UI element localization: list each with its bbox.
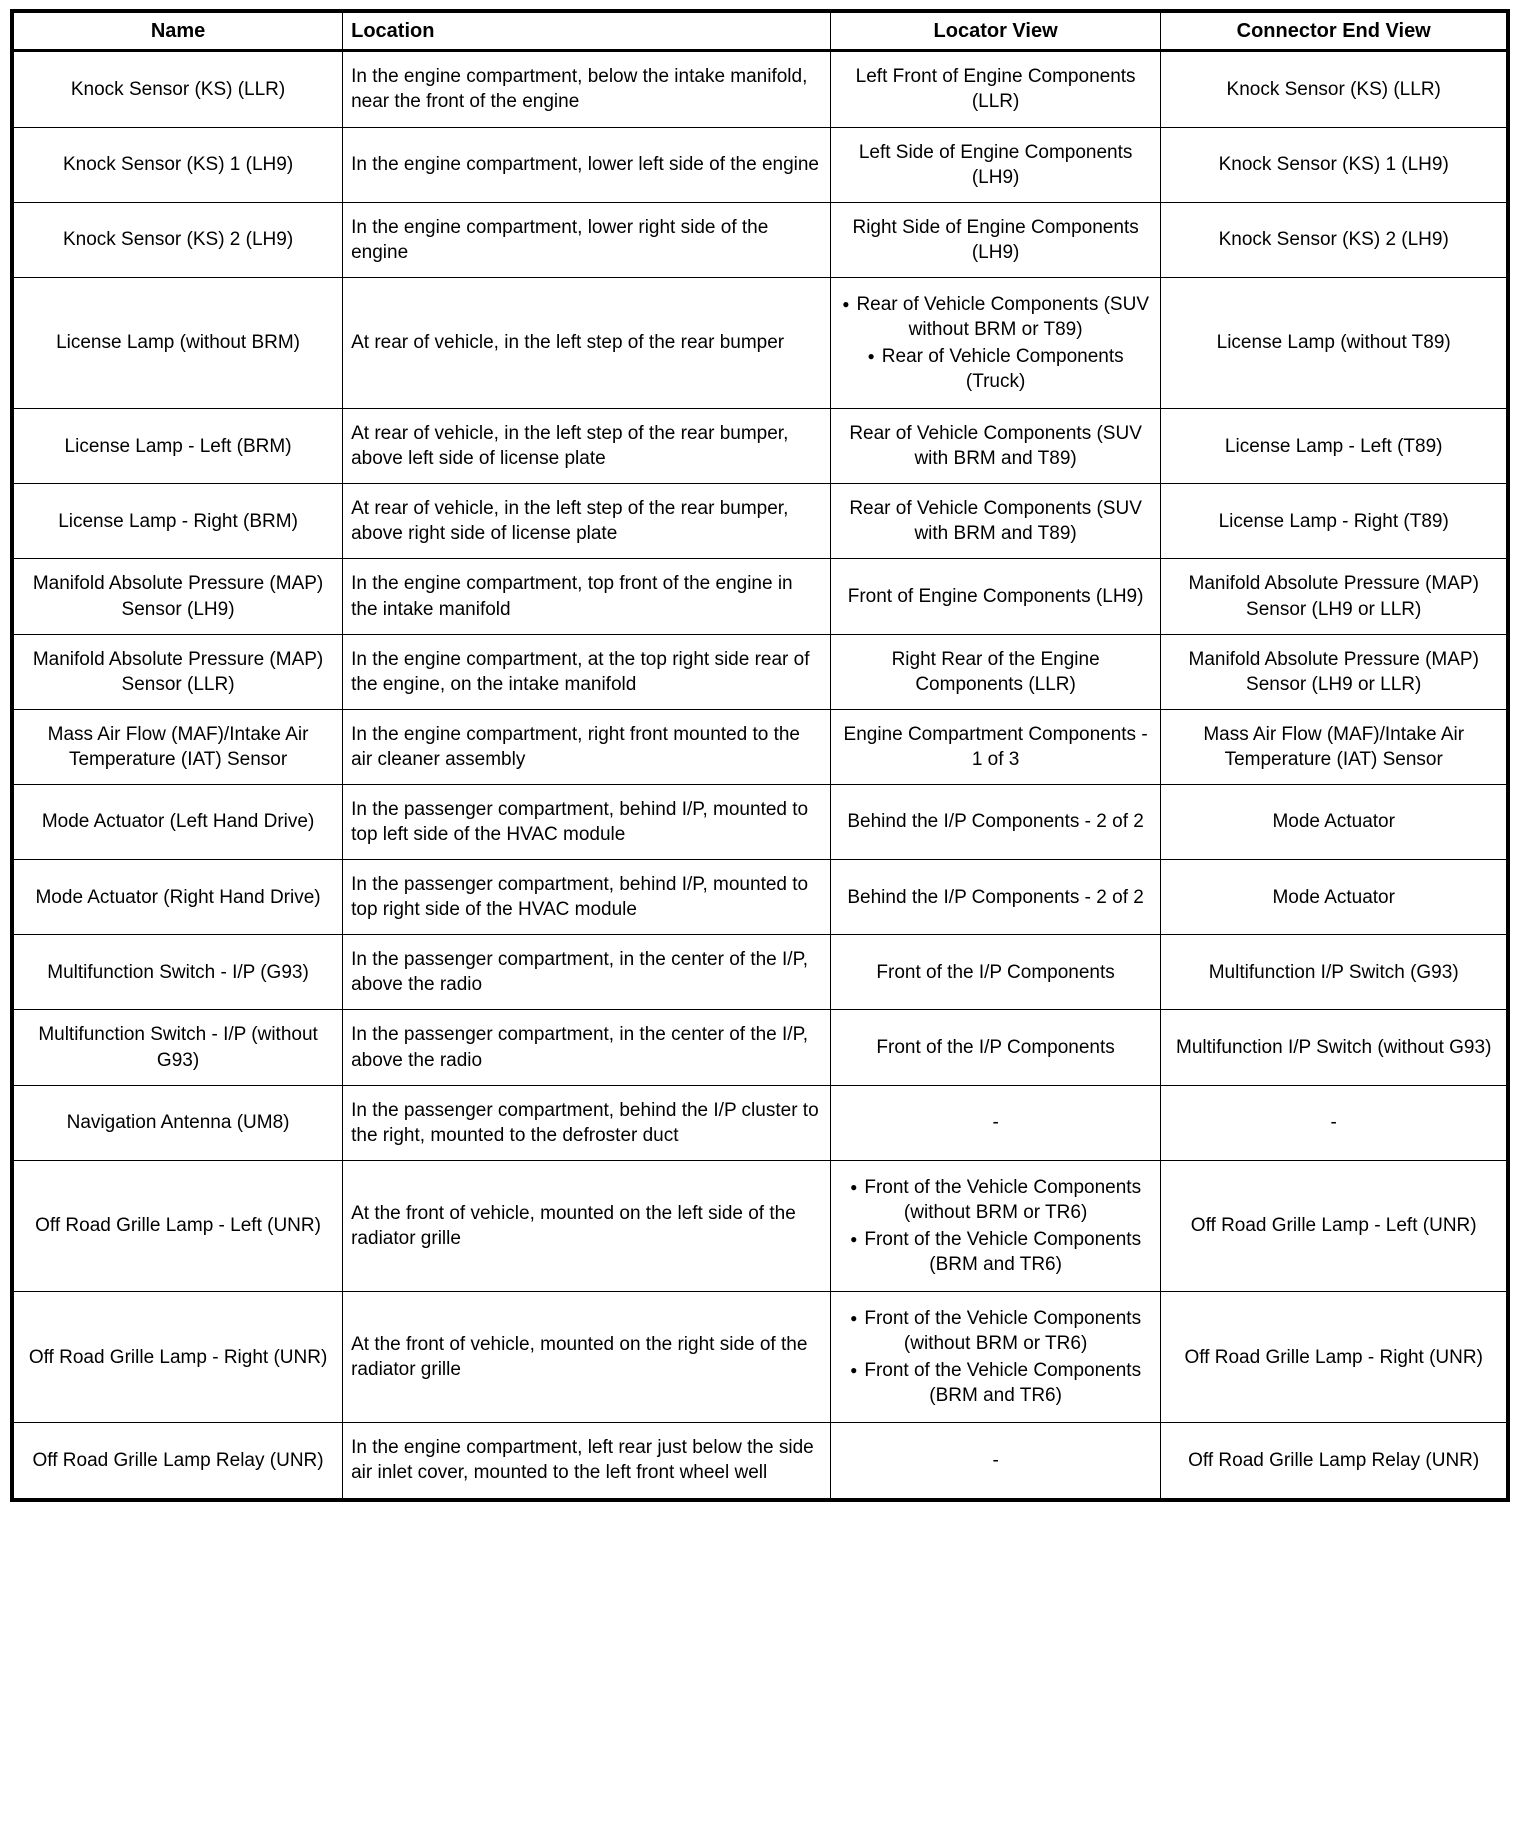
component-locator-table xyxy=(10,9,1510,1502)
bullet-text: Front of the Vehicle Components (BRM and TR6) xyxy=(864,1228,1142,1275)
cell-name: Mass Air Flow (MAF)/Intake Air Temperature (IAT) Sensor xyxy=(12,709,343,784)
cell-connector-end-view: Off Road Grille Lamp Relay (UNR) xyxy=(1161,1423,1508,1500)
bullet-icon: ● xyxy=(867,349,875,364)
cell-connector-end-view: Off Road Grille Lamp - Left (UNR) xyxy=(1161,1160,1508,1291)
cell-name: Manifold Absolute Pressure (MAP) Sensor (LH9) xyxy=(12,559,343,634)
cell-locator-view: Behind the I/P Components - 2 of 2 xyxy=(830,860,1161,935)
table-row xyxy=(12,277,1508,408)
cell-name: Off Road Grille Lamp - Left (UNR) xyxy=(12,1160,343,1291)
cell-locator-view: - xyxy=(830,1423,1161,1500)
cell-location: At rear of vehicle, in the left step of the rear bumper xyxy=(343,277,831,408)
table-row xyxy=(12,860,1508,935)
column-header-name: Name xyxy=(12,11,343,51)
cell-locator-view: Right Side of Engine Components (LH9) xyxy=(830,202,1161,277)
table-row xyxy=(12,709,1508,784)
cell-name: Off Road Grille Lamp - Right (UNR) xyxy=(12,1292,343,1423)
cell-connector-end-view: - xyxy=(1161,1085,1508,1160)
cell-location: At the front of vehicle, mounted on the right side of the radiator grille xyxy=(343,1292,831,1423)
cell-location: In the passenger compartment, in the center of the I/P, above the radio xyxy=(343,935,831,1010)
cell-name: Manifold Absolute Pressure (MAP) Sensor (LLR) xyxy=(12,634,343,709)
cell-connector-end-view: Mode Actuator xyxy=(1161,784,1508,859)
cell-locator-view: Left Side of Engine Components (LH9) xyxy=(830,127,1161,202)
bullet-text: Rear of Vehicle Components (SUV without BRM or T89) xyxy=(856,293,1149,340)
cell-connector-end-view: Mode Actuator xyxy=(1161,860,1508,935)
cell-location: In the passenger compartment, behind the I/P cluster to the right, mounted to the defroster duct xyxy=(343,1085,831,1160)
table-row xyxy=(12,202,1508,277)
bullet-text: Front of the Vehicle Components (BRM and TR6) xyxy=(864,1360,1142,1407)
cell-locator-view: Right Rear of the Engine Components (LLR) xyxy=(830,634,1161,709)
cell-locator-view xyxy=(830,1292,1161,1423)
bullet-icon: ● xyxy=(850,1363,858,1378)
bullet-text: Front of the Vehicle Components (without BRM or TR6) xyxy=(864,1176,1142,1223)
cell-location: In the passenger compartment, in the center of the I/P, above the radio xyxy=(343,1010,831,1085)
bullet-icon: ● xyxy=(850,1231,858,1246)
cell-connector-end-view: Knock Sensor (KS) 1 (LH9) xyxy=(1161,127,1508,202)
cell-location: At the front of vehicle, mounted on the left side of the radiator grille xyxy=(343,1160,831,1291)
cell-connector-end-view: Manifold Absolute Pressure (MAP) Sensor (LH9 or LLR) xyxy=(1161,634,1508,709)
cell-locator-view: Front of the I/P Components xyxy=(830,935,1161,1010)
cell-locator-view: Engine Compartment Components - 1 of 3 xyxy=(830,709,1161,784)
table-row xyxy=(12,559,1508,634)
cell-location: In the passenger compartment, behind I/P, mounted to top right side of the HVAC module xyxy=(343,860,831,935)
bullet-text: Rear of Vehicle Components (Truck) xyxy=(881,346,1124,393)
cell-name: Mode Actuator (Right Hand Drive) xyxy=(12,860,343,935)
column-header-connector-end-view: Connector End View xyxy=(1161,11,1508,51)
column-header-location: Location xyxy=(343,11,831,51)
bullet-icon: ● xyxy=(850,1311,858,1326)
cell-connector-end-view: Multifunction I/P Switch (G93) xyxy=(1161,935,1508,1010)
cell-name: License Lamp - Right (BRM) xyxy=(12,484,343,559)
bullet-list-item xyxy=(839,292,1153,342)
cell-locator-view: Left Front of Engine Components (LLR) xyxy=(830,51,1161,127)
table-row xyxy=(12,409,1508,484)
bullet-icon: ● xyxy=(842,296,850,311)
bullet-list-item xyxy=(839,1358,1153,1408)
cell-location: In the engine compartment, left rear just below the side air inlet cover, mounted to the left front wheel well xyxy=(343,1423,831,1500)
cell-locator-view: Front of the I/P Components xyxy=(830,1010,1161,1085)
cell-name: Knock Sensor (KS) (LLR) xyxy=(12,51,343,127)
bullet-list-item xyxy=(839,344,1153,394)
table-row xyxy=(12,935,1508,1010)
table-body xyxy=(12,51,1508,1500)
table-row xyxy=(12,784,1508,859)
cell-locator-view: - xyxy=(830,1085,1161,1160)
cell-name: Multifunction Switch - I/P (G93) xyxy=(12,935,343,1010)
cell-location: At rear of vehicle, in the left step of the rear bumper, above right side of license plate xyxy=(343,484,831,559)
table-row xyxy=(12,1160,1508,1291)
cell-name: Multifunction Switch - I/P (without G93) xyxy=(12,1010,343,1085)
cell-location: In the engine compartment, at the top right side rear of the engine, on the intake manifold xyxy=(343,634,831,709)
bullet-text: Front of the Vehicle Components (without BRM or TR6) xyxy=(864,1308,1142,1355)
cell-connector-end-view: Knock Sensor (KS) (LLR) xyxy=(1161,51,1508,127)
cell-locator-view: Front of Engine Components (LH9) xyxy=(830,559,1161,634)
column-header-locator-view: Locator View xyxy=(830,11,1161,51)
table-row xyxy=(12,484,1508,559)
cell-locator-view xyxy=(830,1160,1161,1291)
cell-name: Navigation Antenna (UM8) xyxy=(12,1085,343,1160)
cell-locator-view xyxy=(830,277,1161,408)
cell-location: In the engine compartment, below the intake manifold, near the front of the engine xyxy=(343,51,831,127)
cell-location: In the engine compartment, lower right side of the engine xyxy=(343,202,831,277)
cell-locator-view: Rear of Vehicle Components (SUV with BRM and T89) xyxy=(830,409,1161,484)
table-row xyxy=(12,1010,1508,1085)
cell-connector-end-view: License Lamp (without T89) xyxy=(1161,277,1508,408)
cell-location: In the passenger compartment, behind I/P, mounted to top left side of the HVAC module xyxy=(343,784,831,859)
cell-location: At rear of vehicle, in the left step of the rear bumper, above left side of license plate xyxy=(343,409,831,484)
table-row xyxy=(12,1085,1508,1160)
cell-connector-end-view: Off Road Grille Lamp - Right (UNR) xyxy=(1161,1292,1508,1423)
cell-name: Mode Actuator (Left Hand Drive) xyxy=(12,784,343,859)
cell-name: Knock Sensor (KS) 2 (LH9) xyxy=(12,202,343,277)
cell-locator-view: Behind the I/P Components - 2 of 2 xyxy=(830,784,1161,859)
cell-location: In the engine compartment, right front mounted to the air cleaner assembly xyxy=(343,709,831,784)
cell-connector-end-view: Multifunction I/P Switch (without G93) xyxy=(1161,1010,1508,1085)
cell-name: Off Road Grille Lamp Relay (UNR) xyxy=(12,1423,343,1500)
cell-connector-end-view: Manifold Absolute Pressure (MAP) Sensor (LH9 or LLR) xyxy=(1161,559,1508,634)
cell-name: License Lamp (without BRM) xyxy=(12,277,343,408)
table-row xyxy=(12,1292,1508,1423)
table-row xyxy=(12,1423,1508,1500)
cell-connector-end-view: Knock Sensor (KS) 2 (LH9) xyxy=(1161,202,1508,277)
table-header xyxy=(12,11,1508,51)
cell-locator-view: Rear of Vehicle Components (SUV with BRM and T89) xyxy=(830,484,1161,559)
bullet-icon: ● xyxy=(850,1179,858,1194)
cell-location: In the engine compartment, lower left side of the engine xyxy=(343,127,831,202)
cell-connector-end-view: License Lamp - Right (T89) xyxy=(1161,484,1508,559)
cell-location: In the engine compartment, top front of the engine in the intake manifold xyxy=(343,559,831,634)
table-row xyxy=(12,634,1508,709)
cell-name: License Lamp - Left (BRM) xyxy=(12,409,343,484)
table-row xyxy=(12,51,1508,127)
cell-connector-end-view: License Lamp - Left (T89) xyxy=(1161,409,1508,484)
bullet-list-item xyxy=(839,1175,1153,1225)
bullet-list-item xyxy=(839,1306,1153,1356)
table-row xyxy=(12,127,1508,202)
cell-connector-end-view: Mass Air Flow (MAF)/Intake Air Temperature (IAT) Sensor xyxy=(1161,709,1508,784)
header-row xyxy=(12,11,1508,51)
bullet-list-item xyxy=(839,1227,1153,1277)
cell-name: Knock Sensor (KS) 1 (LH9) xyxy=(12,127,343,202)
